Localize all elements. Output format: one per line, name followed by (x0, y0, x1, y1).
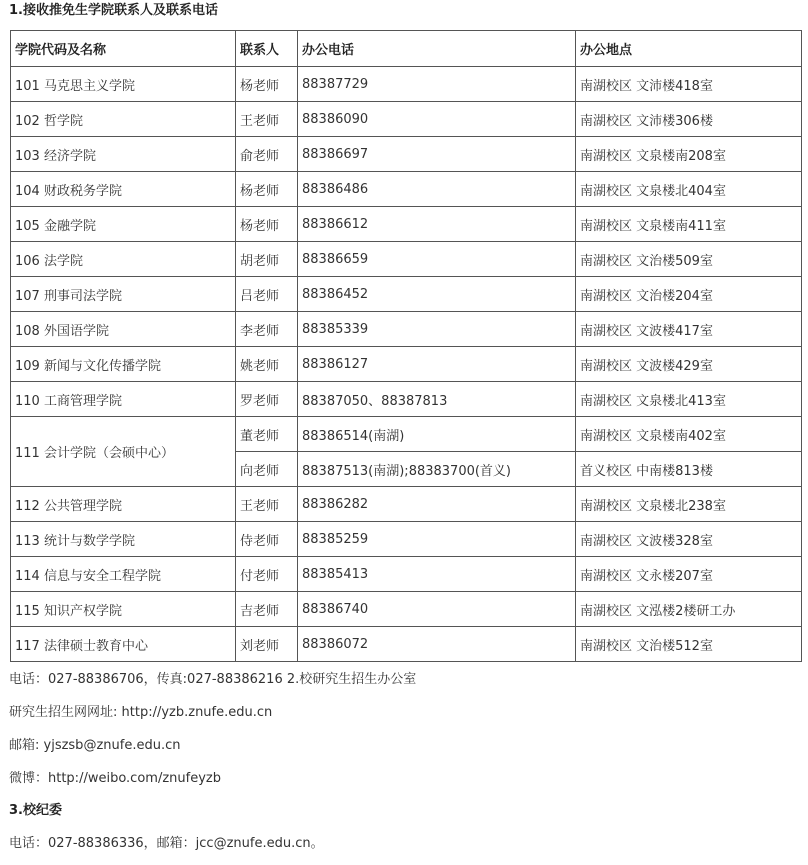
college-cell: 110 工商管理学院 (11, 382, 236, 417)
section-1-title: 1.接收推免生学院联系人及联系电话 (9, 3, 218, 18)
header-college: 学院代码及名称 (11, 31, 236, 67)
location-cell: 南湖校区 文治楼509室 (576, 242, 802, 277)
contact-cell: 向老师 (236, 452, 298, 487)
location-cell: 南湖校区 文波楼417室 (576, 312, 802, 347)
weibo-line: 微博：http://weibo.com/znufeyzb (9, 771, 221, 786)
discipline-contact-line: 电话：027-88386336，邮箱：jcc@znufe.edu.cn。 (9, 836, 324, 851)
table-row (11, 277, 802, 312)
phone-cell: 88386697 (298, 137, 576, 172)
location-cell: 南湖校区 文永楼207室 (576, 557, 802, 592)
location-cell: 南湖校区 文泉楼北413室 (576, 382, 802, 417)
college-cell: 101 马克思主义学院 (11, 67, 236, 102)
college-cell: 105 金融学院 (11, 207, 236, 242)
table-row (11, 382, 802, 417)
table-row (11, 102, 802, 137)
college-cell: 115 知识产权学院 (11, 592, 236, 627)
table-row (11, 67, 802, 102)
college-cell: 106 法学院 (11, 242, 236, 277)
location-cell: 南湖校区 文治楼512室 (576, 627, 802, 662)
phone-cell: 88387729 (298, 67, 576, 102)
contact-cell: 杨老师 (236, 207, 298, 242)
phone-cell: 88387513(南湖);88383700(首义) (298, 452, 576, 487)
location-cell: 南湖校区 文泓楼2楼研工办 (576, 592, 802, 627)
header-location: 办公地点 (576, 31, 802, 67)
table-row (11, 172, 802, 207)
contact-cell: 吕老师 (236, 277, 298, 312)
contact-cell: 吉老师 (236, 592, 298, 627)
location-cell: 南湖校区 文泉楼北238室 (576, 487, 802, 522)
college-cell: 107 刑事司法学院 (11, 277, 236, 312)
phone-cell: 88386612 (298, 207, 576, 242)
table-row (11, 137, 802, 172)
table-header-row (11, 31, 802, 67)
contact-cell: 杨老师 (236, 67, 298, 102)
location-cell: 南湖校区 文波楼429室 (576, 347, 802, 382)
contact-cell: 胡老师 (236, 242, 298, 277)
phone-cell: 88387050、88387813 (298, 382, 576, 417)
phone-cell: 88386282 (298, 487, 576, 522)
contacts-table (10, 30, 802, 662)
phone-cell: 88386127 (298, 347, 576, 382)
table-row (11, 242, 802, 277)
contact-cell: 董老师 (236, 417, 298, 452)
phone-fax-line: 电话：027-88386706，传真:027-88386216 2.校研究生招生办公室 (9, 672, 417, 687)
email-line: 邮箱: yjszsb@znufe.edu.cn (9, 738, 181, 753)
contact-cell: 罗老师 (236, 382, 298, 417)
phone-cell: 88386659 (298, 242, 576, 277)
location-cell: 南湖校区 文泉楼南402室 (576, 417, 802, 452)
table-row (11, 627, 802, 662)
table-row (11, 207, 802, 242)
table-row (11, 417, 802, 452)
college-cell: 104 财政税务学院 (11, 172, 236, 207)
college-cell: 103 经济学院 (11, 137, 236, 172)
table-row (11, 557, 802, 592)
contact-cell: 王老师 (236, 487, 298, 522)
contact-cell: 杨老师 (236, 172, 298, 207)
phone-cell: 88386452 (298, 277, 576, 312)
location-cell: 南湖校区 文沛楼418室 (576, 67, 802, 102)
phone-cell: 88386514(南湖) (298, 417, 576, 452)
location-cell: 南湖校区 文泉楼南208室 (576, 137, 802, 172)
phone-cell: 88386486 (298, 172, 576, 207)
college-cell: 114 信息与安全工程学院 (11, 557, 236, 592)
contact-cell: 王老师 (236, 102, 298, 137)
header-phone: 办公电话 (298, 31, 576, 67)
contact-cell: 付老师 (236, 557, 298, 592)
header-contact: 联系人 (236, 31, 298, 67)
location-cell: 南湖校区 文沛楼306楼 (576, 102, 802, 137)
college-cell-accounting: 111 会计学院（会硕中心） (11, 417, 236, 487)
college-cell: 113 统计与数学学院 (11, 522, 236, 557)
phone-cell: 88386072 (298, 627, 576, 662)
phone-cell: 88385259 (298, 522, 576, 557)
contact-cell: 刘老师 (236, 627, 298, 662)
phone-cell: 88385339 (298, 312, 576, 347)
location-cell: 首义校区 中南楼813楼 (576, 452, 802, 487)
contact-cell: 侍老师 (236, 522, 298, 557)
website-line: 研究生招生网网址: http://yzb.znufe.edu.cn (9, 705, 273, 720)
section-3-title: 3.校纪委 (9, 803, 62, 818)
table-row (11, 522, 802, 557)
college-cell: 112 公共管理学院 (11, 487, 236, 522)
phone-cell: 88386740 (298, 592, 576, 627)
location-cell: 南湖校区 文波楼328室 (576, 522, 802, 557)
contact-cell: 李老师 (236, 312, 298, 347)
phone-cell: 88386090 (298, 102, 576, 137)
location-cell: 南湖校区 文治楼204室 (576, 277, 802, 312)
college-cell: 108 外国语学院 (11, 312, 236, 347)
table-row (11, 347, 802, 382)
table-row (11, 592, 802, 627)
table-row (11, 312, 802, 347)
phone-cell: 88385413 (298, 557, 576, 592)
college-cell: 102 哲学院 (11, 102, 236, 137)
contact-cell: 俞老师 (236, 137, 298, 172)
contact-cell: 姚老师 (236, 347, 298, 382)
table-row (11, 487, 802, 522)
college-cell: 109 新闻与文化传播学院 (11, 347, 236, 382)
college-cell: 117 法律硕士教育中心 (11, 627, 236, 662)
location-cell: 南湖校区 文泉楼北404室 (576, 172, 802, 207)
location-cell: 南湖校区 文泉楼南411室 (576, 207, 802, 242)
